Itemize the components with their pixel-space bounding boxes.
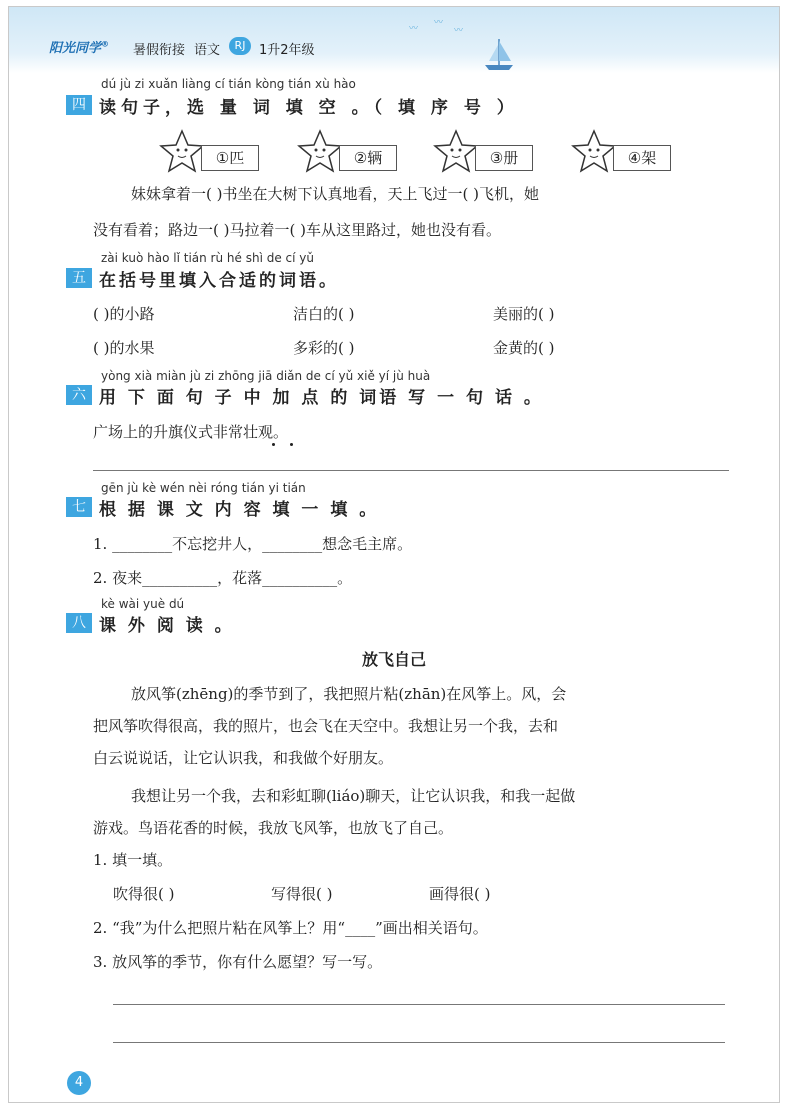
question-2: 2. 夜来__________，花落__________。 [93, 569, 353, 587]
reading-question-1: 1. 填一填。 [93, 851, 173, 869]
reading-paragraph-line: 白云说说话，让它认识我，和我做个好朋友。 [93, 749, 394, 767]
section-7-pinyin: gēn jù kè wén nèi róng tián yi tián [101, 481, 306, 495]
answer-line[interactable] [93, 469, 729, 471]
section-8-pinyin: kè wài yuè dú [101, 597, 185, 611]
reading-paragraph-line: 把风筝吹得很高，我的照片，也会飞在天空中。我想让另一个我，去和 [93, 717, 559, 735]
sailboat-icon [479, 37, 519, 73]
page-number: 4 [67, 1071, 91, 1095]
section-6-number: 六 [66, 385, 92, 405]
section-5-pinyin: zài kuò hào lǐ tián rù hé shì de cí yǔ [101, 251, 314, 265]
reading-paragraph-line: 放风筝(zhēng)的季节到了，我把照片粘(zhān)在风筝上。风，会 [131, 685, 567, 703]
section-4-line-1: 妹妹拿着一( )书坐在大树下认真地看，天上飞过一( )飞机，她 [131, 185, 539, 203]
fill-item: 美丽的( ) [493, 305, 555, 323]
option-1-box: ①匹 [201, 145, 259, 171]
bird-icon: 〰 [409, 24, 419, 34]
fill-item: 画得很( ) [429, 885, 491, 903]
option-2-box: ②辆 [339, 145, 397, 171]
workbook-page [8, 6, 780, 1103]
edition-badge: RJ [229, 37, 251, 55]
answer-line[interactable] [113, 1041, 725, 1043]
section-4-number: 四 [66, 95, 92, 115]
fill-item: 多彩的( ) [293, 339, 355, 357]
section-4-title: 读句子，选 量 词 填 空 。（ 填 序 号 ） [99, 98, 519, 118]
page-header [9, 7, 779, 73]
question-1: 1. ________不忘挖井人，________想念毛主席。 [93, 535, 413, 553]
reading-paragraph-line: 我想让另一个我，去和彩虹聊(liáo)聊天，让它认识我，和我一起做 [131, 787, 576, 805]
section-5-number: 五 [66, 268, 92, 288]
section-4-line-2: 没有看着；路边一( )马拉着一( )车从这里路过，她也没有看。 [93, 221, 501, 239]
reading-question-3: 3. 放风筝的季节，你有什么愿望？写一写。 [93, 953, 383, 971]
star-icon [433, 129, 479, 173]
fill-item: ( )的水果 [93, 339, 155, 357]
fill-item: 洁白的( ) [293, 305, 355, 323]
fill-item: 金黄的( ) [493, 339, 555, 357]
answer-line[interactable] [113, 1003, 725, 1005]
option-3-box: ③册 [475, 145, 533, 171]
section-7-title: 根 据 课 文 内 容 填 一 填 。 [99, 500, 380, 520]
bird-icon: 〰 [454, 26, 464, 36]
reading-question-2: 2. “我”为什么把照片粘在风筝上？用“____”画出相关语句。 [93, 919, 488, 937]
star-icon [297, 129, 343, 173]
brand-logo: 阳光同学® [49, 39, 110, 56]
emphasis-dot [272, 443, 275, 446]
section-8-title: 课 外 阅 读 。 [99, 616, 235, 636]
section-6-title: 用 下 面 句 子 中 加 点 的 词语 写 一 句 话 。 [99, 388, 544, 408]
example-sentence: 广场上的升旗仪式非常壮观。 [93, 423, 289, 441]
star-icon [159, 129, 205, 173]
subject-name: 语文 [194, 43, 221, 58]
section-5-title: 在括号里填入合适的词语。 [99, 271, 339, 291]
option-4-box: ④架 [613, 145, 671, 171]
fill-item: 写得很( ) [271, 885, 333, 903]
bird-icon: 〰 [434, 18, 444, 28]
emphasis-dot [290, 443, 293, 446]
series-name: 暑假衔接 [133, 43, 186, 58]
fill-item: ( )的小路 [93, 305, 155, 323]
section-8-number: 八 [66, 613, 92, 633]
fill-item: 吹得很( ) [113, 885, 175, 903]
reading-title: 放飞自己 [361, 650, 426, 669]
grade-label: 1升2年级 [259, 43, 315, 58]
section-7-number: 七 [66, 497, 92, 517]
section-4-pinyin: dú jù zi xuǎn liàng cí tián kòng tián xù hào [101, 77, 356, 91]
section-6-pinyin: yòng xià miàn jù zi zhōng jiā diǎn de cí yǔ xiě yí jù huà [101, 369, 431, 383]
star-icon [571, 129, 617, 173]
reading-paragraph-line: 游戏。鸟语花香的时候，我放飞风筝，也放飞了自己。 [93, 819, 454, 837]
